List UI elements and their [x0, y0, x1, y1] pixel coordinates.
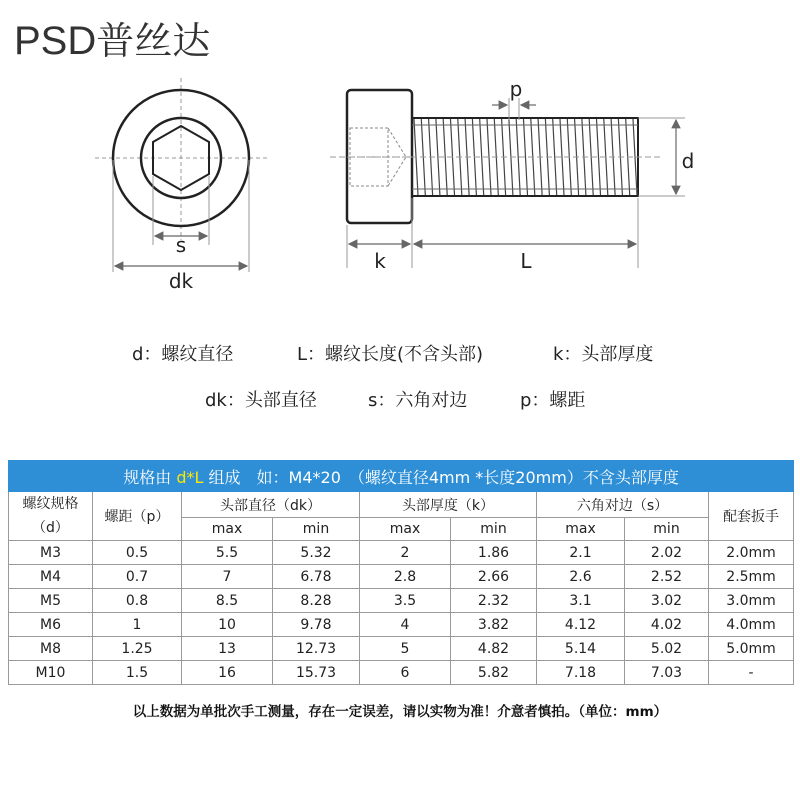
- head-view: [95, 78, 270, 293]
- table-cell: 2.6: [537, 565, 625, 589]
- header-k: 头部厚度（k）: [360, 492, 537, 518]
- legend-d: d：螺纹直径: [132, 344, 234, 365]
- header-dk-max: max: [182, 518, 273, 541]
- table-cell: 2.5mm: [709, 565, 794, 589]
- label-k: k: [374, 249, 386, 273]
- table-title-row: [9, 461, 794, 492]
- table-cell: 4.02: [625, 613, 709, 637]
- table-cell: 0.5: [93, 541, 182, 565]
- label-L: L: [520, 249, 532, 273]
- label-dk: dk: [168, 269, 194, 293]
- table-cell: 1: [93, 613, 182, 637]
- table-cell: 3.82: [451, 613, 537, 637]
- table-row: [9, 565, 794, 589]
- table-title-highlight: d*L: [176, 467, 204, 487]
- table-cell: 6.78: [273, 565, 360, 589]
- table-cell: 1.86: [451, 541, 537, 565]
- table-cell: 0.8: [93, 589, 182, 613]
- table-cell: 7: [182, 565, 273, 589]
- brand-latin: PSD: [14, 19, 97, 63]
- table-cell: 13: [182, 637, 273, 661]
- table-header-row: [9, 492, 794, 518]
- table-cell: M5: [9, 589, 93, 613]
- screw-diagram: [0, 60, 800, 300]
- header-dk: 头部直径（dk）: [182, 492, 360, 518]
- table-title-suffix: 组成 如：M4*20 （螺纹直径4mm *长度20mm）不含头部厚度: [203, 467, 679, 487]
- table-cell: 9.78: [273, 613, 360, 637]
- header-dk-min: min: [273, 518, 360, 541]
- table-cell: 2.52: [625, 565, 709, 589]
- brand-title: [14, 10, 210, 65]
- table-cell: 1.25: [93, 637, 182, 661]
- table-cell: 5: [360, 637, 451, 661]
- table-cell: 3.02: [625, 589, 709, 613]
- table-cell: 2.0mm: [709, 541, 794, 565]
- legend-L: L：螺纹长度(不含头部): [297, 344, 484, 365]
- table-cell: 2.8: [360, 565, 451, 589]
- table-cell: 0.7: [93, 565, 182, 589]
- label-s: s: [175, 233, 187, 257]
- table-cell: 4: [360, 613, 451, 637]
- header-k-min: min: [451, 518, 537, 541]
- table-cell: 4.12: [537, 613, 625, 637]
- table-cell: 2.66: [451, 565, 537, 589]
- table-cell: 8.28: [273, 589, 360, 613]
- header-s-min: min: [625, 518, 709, 541]
- header-spec: 螺纹规格（d）: [9, 492, 93, 541]
- table-cell: 3.5: [360, 589, 451, 613]
- table-cell: 5.32: [273, 541, 360, 565]
- table-title-prefix: 规格由: [123, 467, 177, 487]
- table-cell: 5.82: [451, 661, 537, 685]
- table-cell: 3.0mm: [709, 589, 794, 613]
- table-cell: 4.82: [451, 637, 537, 661]
- table-title: [9, 461, 794, 492]
- table-cell: M6: [9, 613, 93, 637]
- table-cell: 5.02: [625, 637, 709, 661]
- table-cell: 5.5: [182, 541, 273, 565]
- table-cell: 12.73: [273, 637, 360, 661]
- table-cell: 5.14: [537, 637, 625, 661]
- table-cell: 5.0mm: [709, 637, 794, 661]
- header-wrench: 配套扳手: [709, 492, 794, 541]
- table-row: [9, 613, 794, 637]
- table-cell: 7.18: [537, 661, 625, 685]
- legend-dk: dk：头部直径: [205, 390, 317, 411]
- table-cell: 8.5: [182, 589, 273, 613]
- table-cell: M8: [9, 637, 93, 661]
- table-cell: 2.32: [451, 589, 537, 613]
- table-row: [9, 541, 794, 565]
- table-cell: -: [709, 661, 794, 685]
- table-cell: 7.03: [625, 661, 709, 685]
- label-p: p: [509, 77, 523, 101]
- table-cell: 15.73: [273, 661, 360, 685]
- table-cell: 2.1: [537, 541, 625, 565]
- table-cell: 6: [360, 661, 451, 685]
- table-cell: 2: [360, 541, 451, 565]
- table-row: [9, 589, 794, 613]
- table-row: [9, 637, 794, 661]
- table-cell: M3: [9, 541, 93, 565]
- legend-s: s：六角对边: [368, 390, 468, 411]
- table-cell: 3.1: [537, 589, 625, 613]
- table-cell: 4.0mm: [709, 613, 794, 637]
- header-pitch: 螺距（p）: [93, 492, 182, 541]
- legend-k: k：头部厚度: [553, 344, 654, 365]
- table-cell: 10: [182, 613, 273, 637]
- side-view: [330, 77, 694, 273]
- table-cell: M10: [9, 661, 93, 685]
- table-body: [9, 541, 794, 685]
- header-k-max: max: [360, 518, 451, 541]
- table-cell: 1.5: [93, 661, 182, 685]
- table-cell: 16: [182, 661, 273, 685]
- label-d: d: [681, 149, 695, 173]
- header-s-max: max: [537, 518, 625, 541]
- table-cell: 2.02: [625, 541, 709, 565]
- header-s: 六角对边（s）: [537, 492, 709, 518]
- legend-p: p：螺距: [520, 390, 586, 411]
- footnote: 以上数据为单批次手工测量，存在一定误差，请以实物为准！介意者慎拍。（单位：mm）: [132, 704, 668, 720]
- spec-table: [8, 460, 794, 685]
- table-cell: M4: [9, 565, 93, 589]
- table-row: [9, 661, 794, 685]
- brand-cjk: 普丝达: [96, 19, 211, 63]
